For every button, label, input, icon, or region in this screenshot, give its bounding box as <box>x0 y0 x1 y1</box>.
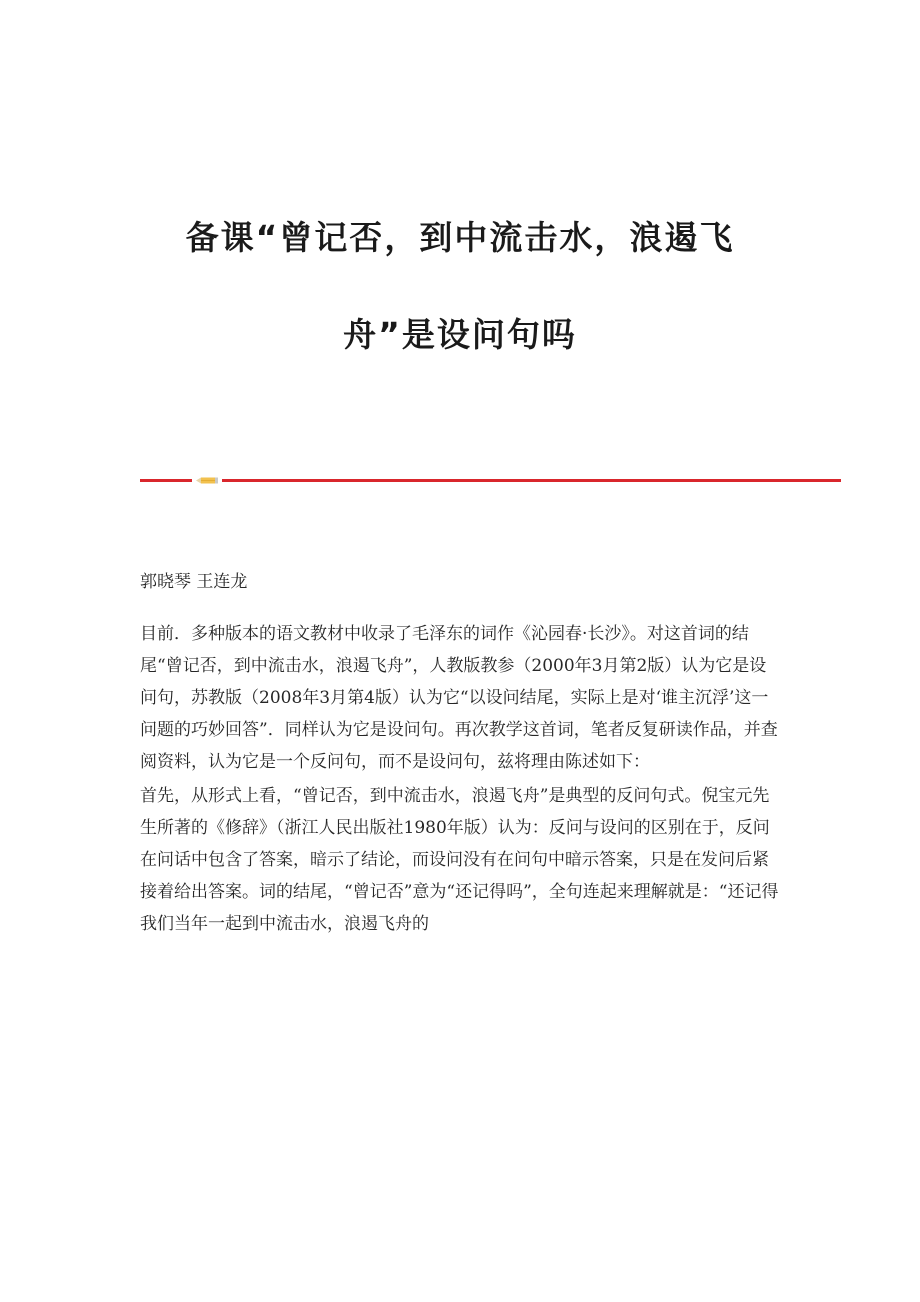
document-title-line-1: 备课“曾记否，到中流击水，浪遏飞 <box>185 218 735 257</box>
paragraph-2: 首先，从形式上看，“曾记否，到中流击水，浪遏飞舟”是典型的反问句式。倪宝元先生所著的《修辞》（浙江人民出版社1980年版）认为：反问与设问的区别在于，反问在问话中包含了答案，暗示了结论，而设问没有在问句中暗示答案，只是在发问后紧接着给出答案。词的结尾，“曾记否”意为“还记得吗”，全句连起来理解就是：“还记得我们当年一起到中流击水，浪遏飞舟的 <box>140 786 779 934</box>
paragraph-1: 目前．多种版本的语文教材中收录了毛泽东的词作《沁园春·长沙》。对这首词的结尾“曾记否，到中流击水，浪遏飞舟”，人教版教参（2000年3月第2版）认为它是设问句，苏教版（2008年3月第4版）认为它“以设问结尾，实际上是对‘谁主沉浮’这一问题的巧妙回答”．同样认为它是设问句。再次教学这首词，笔者反复研读作品，并查阅资料，认为它是一个反问句，而不是设问句，兹将理由陈述如下： <box>140 624 778 772</box>
pencil-icon <box>196 477 218 484</box>
title-divider <box>140 477 841 483</box>
divider-bar-left <box>140 479 192 482</box>
divider-bar-right <box>222 479 841 482</box>
document-title-line-2: 舟”是设问句吗 <box>343 315 577 354</box>
author-line: 郭晓琴 王连龙 <box>140 572 248 592</box>
article-body <box>140 566 780 942</box>
